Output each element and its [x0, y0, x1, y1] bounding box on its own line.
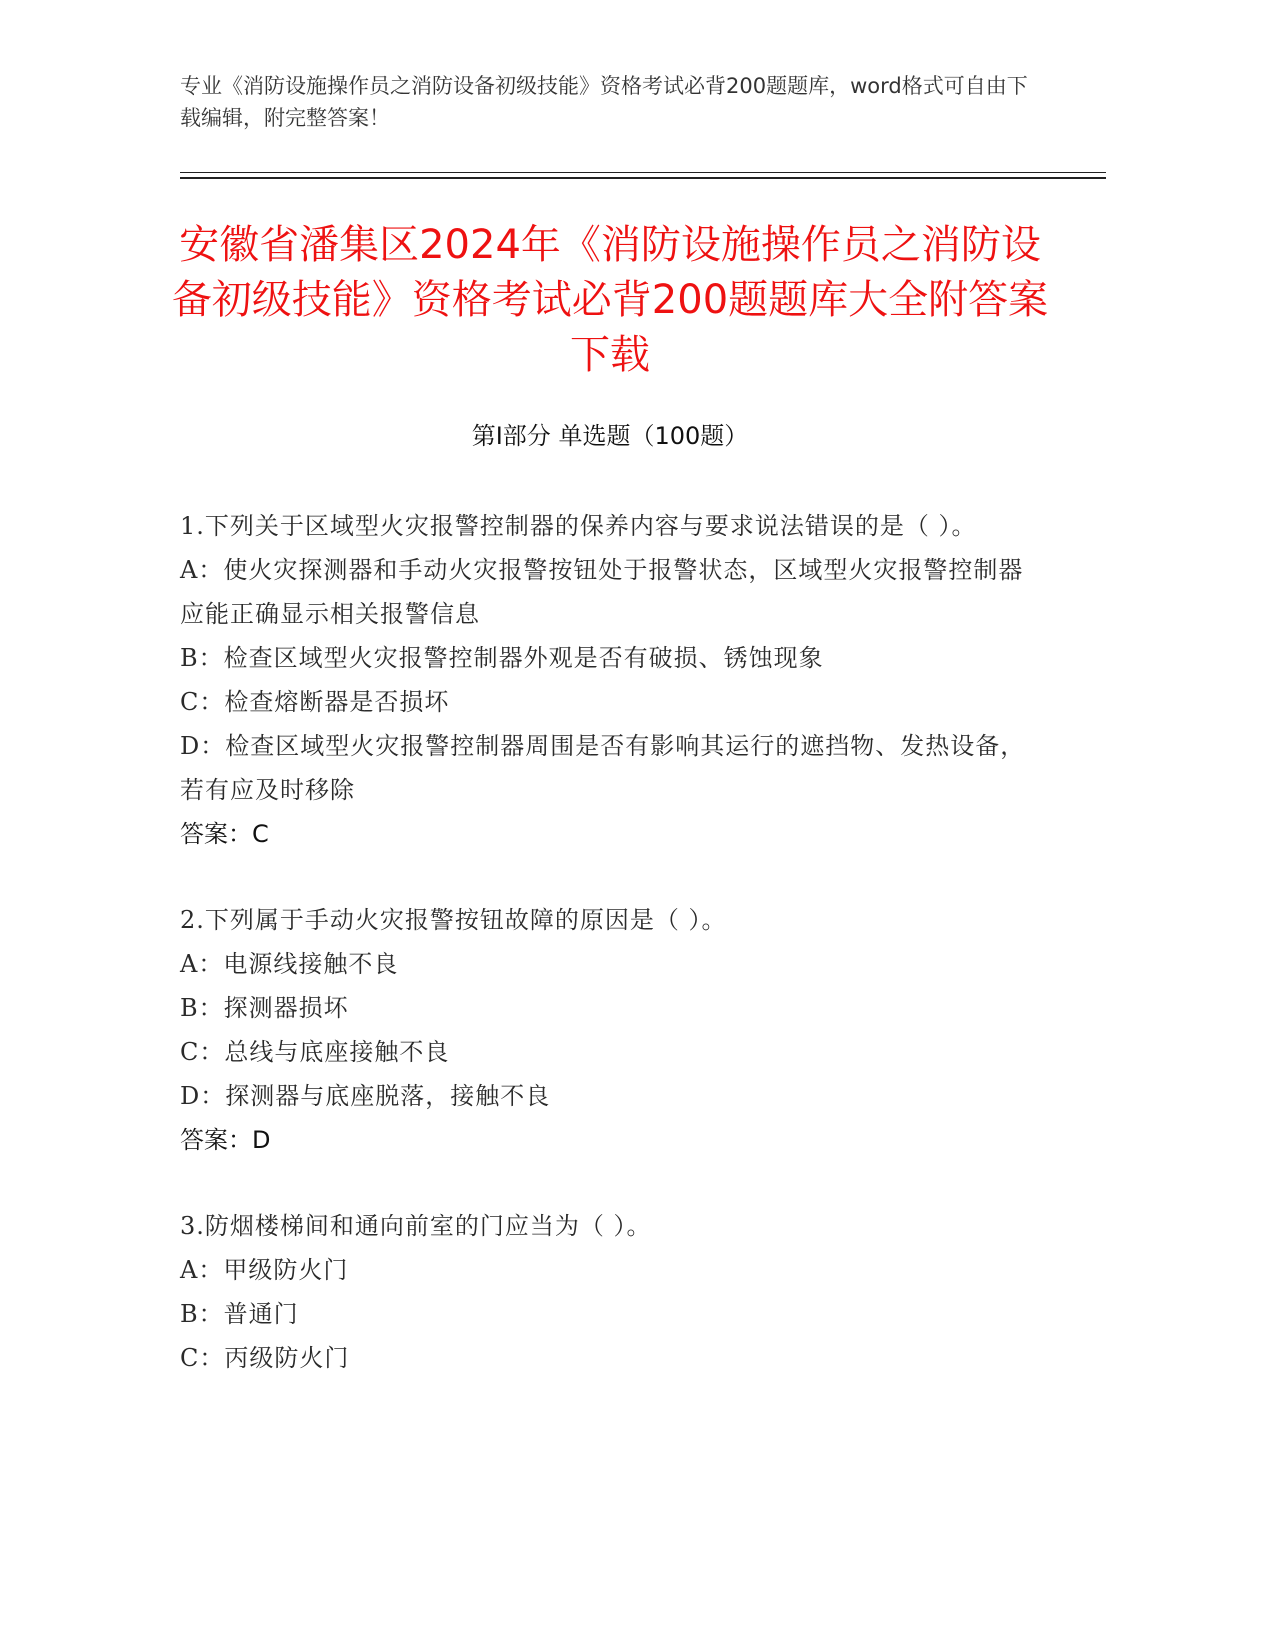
- question-stem: 3.防烟楼梯间和通向前室的门应当为（ ）。: [180, 1212, 652, 1240]
- option-c: C：丙级防火门: [180, 1344, 350, 1372]
- answer: 答案：D: [180, 1126, 271, 1154]
- question-stem: 2.下列属于手动火灾报警按钮故障的原因是（ ）。: [180, 906, 727, 934]
- header-note: 专业《消防设施操作员之消防设备初级技能》资格考试必背200题题库，word格式可自由下载编辑，附完整答案！: [180, 74, 1028, 130]
- question-list: [180, 504, 1040, 1422]
- header-divider-thick: [180, 177, 1106, 179]
- question-1: [180, 504, 1040, 856]
- header-divider-thin: [180, 172, 1106, 173]
- option-b: B：普通门: [180, 1300, 299, 1328]
- option-c: C：检查熔断器是否损坏: [180, 688, 450, 716]
- option-a: A：使火灾探测器和手动火灾报警按钮处于报警状态，区域型火灾报警控制器应能正确显示相关报警信息: [180, 556, 1024, 628]
- question-3: [180, 1204, 1040, 1380]
- question-stem: 1.下列关于区域型火灾报警控制器的保养内容与要求说法错误的是（ ）。: [180, 512, 977, 540]
- answer: 答案：C: [180, 820, 269, 848]
- option-c: C：总线与底座接触不良: [180, 1038, 450, 1066]
- option-a: A：电源线接触不良: [180, 950, 399, 978]
- section-title: 第Ⅰ部分 单选题（100题）: [471, 422, 749, 450]
- document-title: 安徽省潘集区2024年《消防设施操作员之消防设备初级技能》资格考试必背200题题库大全附答案下载: [171, 222, 1049, 378]
- option-a: A：甲级防火门: [180, 1256, 349, 1284]
- question-2: [180, 898, 1040, 1162]
- option-b: B：探测器损坏: [180, 994, 349, 1022]
- option-d: D：检查区域型火灾报警控制器周围是否有影响其运行的遮挡物、发热设备，若有应及时移除: [180, 732, 1026, 804]
- option-d: D：探测器与底座脱落，接触不良: [180, 1082, 551, 1110]
- option-b: B：检查区域型火灾报警控制器外观是否有破损、锈蚀现象: [180, 644, 824, 672]
